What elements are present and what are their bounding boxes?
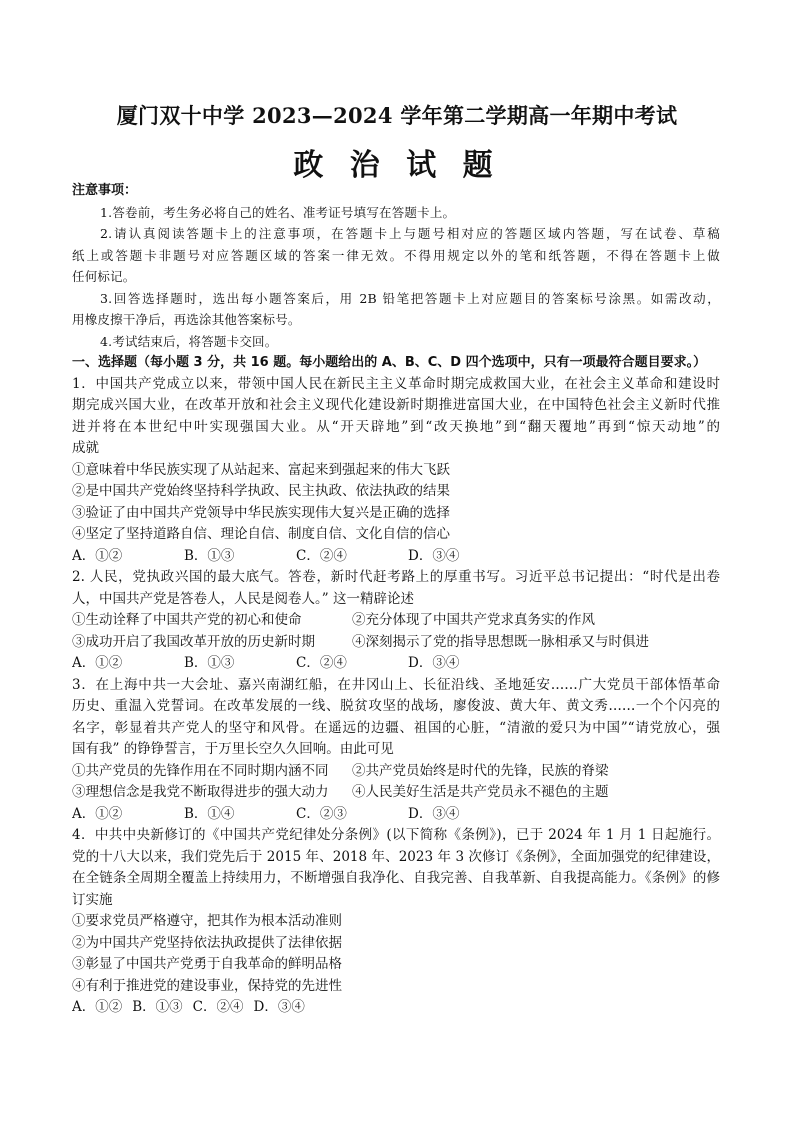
question [72,675,720,826]
answer-choice: A．①② [72,547,123,564]
option: ①意味着中华民族实现了从站起来、富起来到强起来的伟大飞跃 [72,461,450,478]
option: ③验证了由中国共产党领导中华民族实现伟大复兴是正确的选择 [72,504,450,521]
notice-item-line: 纸上或答题卡非题号对应答题区域的答案一律无效。不得用规定以外的笔和纸答题，不得在答题卡上做 [72,247,720,263]
option: ④坚定了坚持道路自信、理论自信、制度自信、文化自信的信心 [72,526,450,542]
notice-item-line: 3.回答选择题时，选出每小题答案后，用 2B 铅笔把答题卡上对应题目的答案标号涂黑。如需改动， [100,290,720,306]
answer-choice: D．③④ [408,547,460,564]
option: ①共产党员的先锋作用在不同时期内涵不同 [72,762,329,779]
answer-choice: D．③④ [408,655,460,671]
question-stem-line: 订实施 [72,891,113,908]
question-stem-line: 党的十八大以来，我们党先后于 2015 年、2018 年、2023 年 3 次修订《条例》，全面加强党的纪律建设， [72,848,720,865]
option: ④人民美好生活是共产党员永不褪色的主题 [352,784,609,800]
answer-choice: A．①② [72,805,123,822]
answer-choices [72,546,720,568]
question [72,567,720,675]
question-stem-line: 人，中国共产党是答卷人，人民是阅卷人。” 这一精辟论述 [72,590,414,607]
option: ①生动诠释了中国共产党的初心和使命 [72,612,302,628]
question-stem-line: 期完成兴国大业，在改革开放和社会主义现代化建设新时期推进富国大业，在中国特色社会主义新时代推 [72,397,720,413]
question-stem-line: 3．在上海中共一大会址、嘉兴南湖红船，在井冈山上、长征沿线、圣地延安……广大党员干部体悟革命 [72,676,720,693]
answer-choice: B．①③ [184,547,235,564]
notice-list [72,202,720,353]
answer-choice: A．①② [72,999,123,1015]
answer-choice: B．①④ [184,805,235,822]
question-stem-line: 1．中国共产党成立以来，带领中国人民在新民主主义革命时期完成救国大业，在社会主义革命和建设时 [72,375,720,392]
answer-choices [72,653,720,675]
answer-choice: A．①② [72,655,123,671]
option: ③理想信念是我党不断取得进步的强大动力 [72,784,329,800]
option: ①要求党员严格遵守，把其作为根本活动准则 [72,913,342,929]
notice-item-line: 1.答卷前，考生务必将自己的姓名、准考证号填写在答题卡上。 [100,204,456,220]
answer-choice: C．②④ [296,547,347,564]
option-row [72,782,720,804]
option: ②充分体现了中国共产党求真务实的作风 [352,612,595,628]
question-list [72,374,720,1019]
option-row [72,761,720,783]
answer-choice: D．③④ [253,999,305,1015]
answer-choice: B．①③ [184,655,235,671]
question-stem-line: 成就 [72,440,99,456]
notice-item-line: 任何标记。 [72,269,136,284]
subject-title: 政 治 试 题 [293,148,501,183]
question-stem-line: 进并将在本世纪中叶实现强国大业。从“开天辟地”到“改天换地”到“翻天覆地”再到“惊天动地”的 [72,418,720,435]
section-heading: 一、选择题（每小题 3 分，共 16 题。每小题给出的 A、B、C、D 四个选项中，只有一项最符合题目要求。） [72,355,707,370]
option: ②为中国共产党坚持依法执政提供了法律依据 [72,934,342,951]
notice-item-line: 4.考试结束后，将答题卡交回。 [100,333,278,349]
option: ④有利于推进党的建设事业，保持党的先进性 [72,977,342,994]
question [72,825,720,1019]
answer-choice: C．②④ [192,999,244,1015]
option-row [72,610,720,632]
notice-heading: 注意事项： [72,183,138,198]
question-stem-line: 2. 人民，党执政兴国的最大底气。答卷，新时代赶考路上的厚重书写。习近平总书记提出：“时代是出卷 [72,569,720,585]
question-stem-line: 历史、重温入党誓词。在改革发展的一线、脱贫攻坚的战场，廖俊波、黄大年、黄文秀……一个个闪亮的 [72,698,720,714]
answer-choice: C．②④ [296,655,347,671]
option: ④深刻揭示了党的指导思想既一脉相承又与时俱进 [352,633,649,650]
question-stem-line: 在全链条全周期全覆盖上持续用力，不断增强自我净化、自我完善、自我革新、自我提高能力。《条例》的修 [72,870,720,886]
option: ②是中国共产党始终坚持科学执政、民主执政、依法执政的结果 [72,483,450,499]
answer-choices [72,804,720,826]
question-stem-line: 4．中共中央新修订的《中国共产党纪律处分条例》(以下简称《条例》)，已于 2024 年 1 月 1 日起施行。 [72,827,720,843]
question-stem-line: 国有我” 的铮铮誓言，于万里长空久久回响。由此可见 [72,741,394,757]
exam-title: 厦门双十中学 2023—2024 学年第二学期高一年期中考试 [116,103,678,128]
option-row [72,632,720,654]
answer-choice: D．③④ [408,805,460,822]
option: ②共产党员始终是时代的先锋，民族的脊梁 [352,762,609,779]
question [72,374,720,568]
exam-content [72,180,720,1019]
answer-choice: B．①③ [132,999,183,1015]
option: ③成功开启了我国改革开放的历史新时期 [72,633,315,650]
answer-choices [72,997,720,1019]
notice-item-line: 用橡皮擦干净后，再选涂其他答案标号。 [72,312,301,327]
question-stem-line: 名字，彰显着共产党人的坚守和风骨。在遥远的边疆、祖国的心脏，“清澈的爱只为中国”“请党放心，强 [72,719,720,736]
option: ③彰显了中国共产党勇于自我革命的鲜明品格 [72,956,342,972]
answer-choice: C．②③ [296,805,347,822]
notice-item-line: 2.请认真阅读答题卡上的注意事项，在答题卡上与题号相对应的答题区域内答题，写在试卷、草稿 [100,226,720,241]
